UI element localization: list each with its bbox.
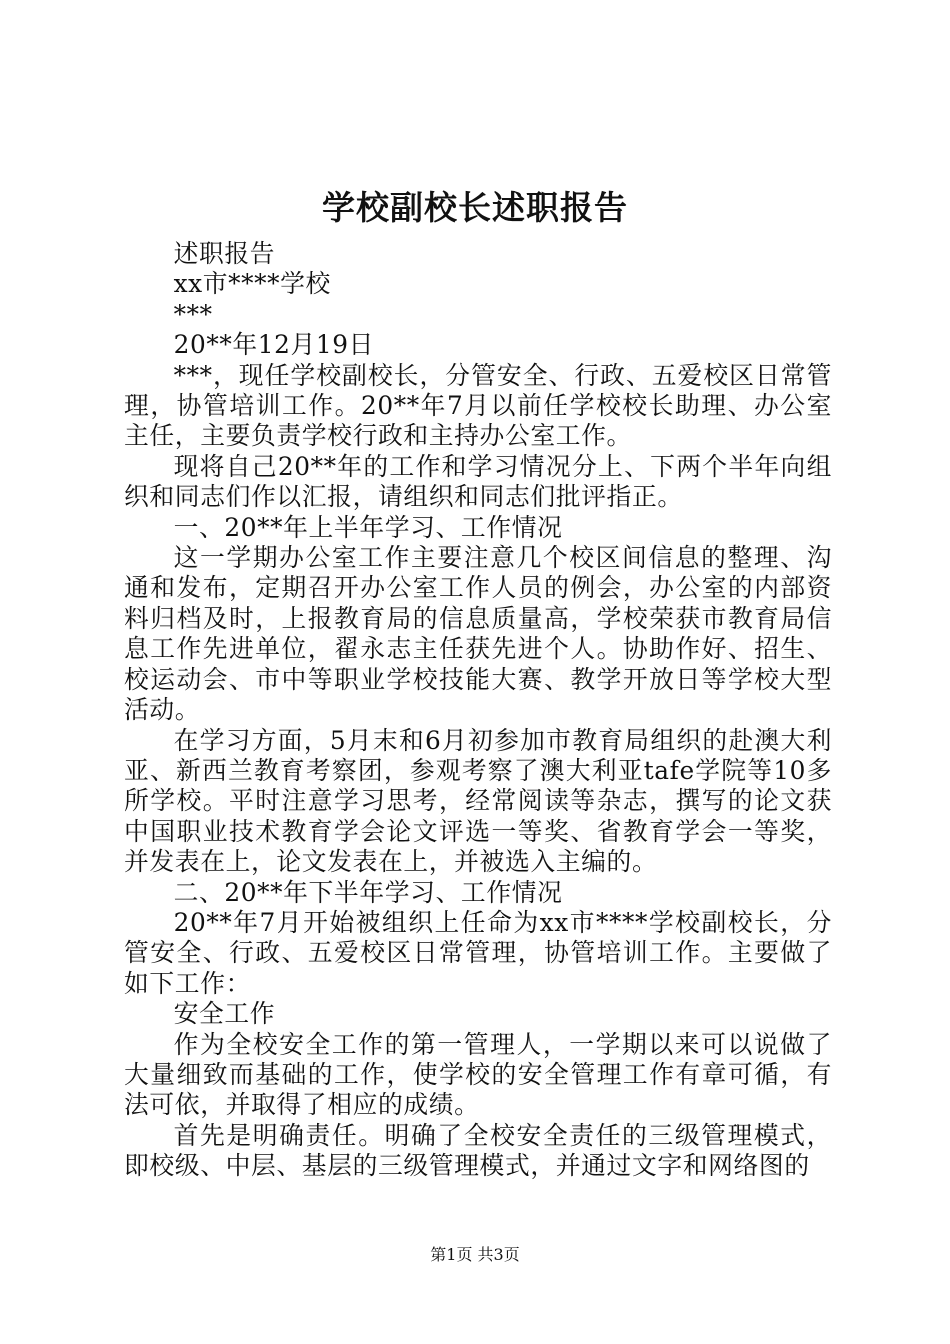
paragraph-safety: 作为全校安全工作的第一管理人，一学期以来可以说做了大量细致而基础的工作，使学校的安全管理工作有章可循，有法可依，并取得了相应的成绩。 xyxy=(124,1029,832,1120)
section-heading-second-half: 二、20**年下半年学习、工作情况 xyxy=(173,877,563,907)
paragraph-appointment: 20**年7月开始被组织上任命为xx市****学校副校长，分管安全、行政、五爱校区日常管理，协管培训工作。主要做了如下工作： xyxy=(124,907,832,998)
paragraph-date: 20**年12月19日 xyxy=(173,330,375,360)
section-heading-first-half: 一、20**年上半年学习、工作情况 xyxy=(173,512,563,542)
document-title: 学校副校长述职报告 xyxy=(322,188,628,227)
paragraph-study: 在学习方面，5月末和6月初参加市教育局组织的赴澳大利亚、新西兰教育考察团，参观考察了澳大利亚tafe学院等10多所学校。平时注意学习思考，经常阅读等杂志，撰写的论文获中国职业技术教育学会论文评选一等奖、省教育学会一等奖，并发表在上，论文发表在上，并被选入主编的。 xyxy=(124,725,832,877)
document-body xyxy=(124,239,832,1182)
paragraph-heading-label: 述职报告 xyxy=(173,239,276,268)
paragraph-overview: 现将自己20**年的工作和学习情况分上、下两个半年向组织和同志们作以汇报，请组织和同志们批评指正。 xyxy=(124,451,832,512)
paragraph-responsibility: 首先是明确责任。明确了全校安全责任的三级管理模式，即校级、中层、基层的三级管理模式，并通过文字和网络图的 xyxy=(124,1120,832,1181)
paragraph-intro: ***，现任学校副校长，分管安全、行政、五爱校区日常管理，协管培训工作。20**年7月以前任学校校长助理、办公室主任，主要负责学校行政和主持办公室工作。 xyxy=(124,360,832,451)
subheading-safety: 安全工作 xyxy=(173,999,276,1029)
paragraph-office-work: 这一学期办公室工作主要注意几个校区间信息的整理、沟通和发布，定期召开办公室工作人员的例会，办公室的内部资料归档及时，上报教育局的信息质量高，学校荣获市教育局信息工作先进单位，翟永志主任获先进个人。协助作好、招生、校运动会、市中等职业学校技能大赛、教学开放日等学校大型活动。 xyxy=(124,543,832,725)
paragraph-school: xx市****学校 xyxy=(173,269,331,299)
paragraph-author: *** xyxy=(173,299,213,329)
page-footer: 第1页 共3页 xyxy=(430,1245,520,1264)
